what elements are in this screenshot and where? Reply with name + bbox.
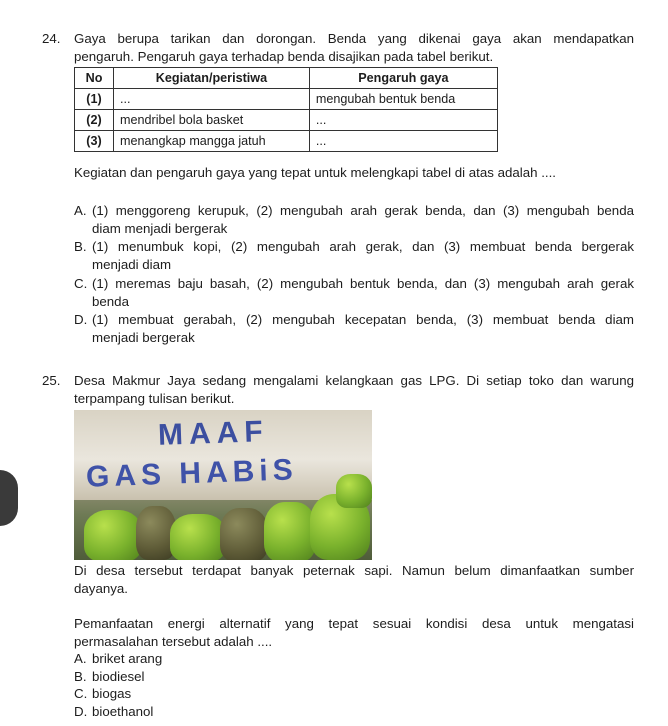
- table-row: [75, 131, 498, 152]
- question-25-paragraph-2: Pemanfaatan energi alternatif yang tepat sesuai kondisi desa untuk mengatasi: [74, 616, 634, 632]
- table-header: Kegiatan/peristiwa: [114, 68, 310, 89]
- option-a[interactable]: [74, 202, 634, 237]
- option-c-line-1: (1) meremas baju basah, (2) mengubah bentuk benda, dan (3) mengubah arah gerak: [92, 276, 634, 291]
- question-24-number: 24.: [42, 31, 61, 46]
- option-text: biodiesel: [92, 668, 145, 684]
- question-24-intro-2: pengaruh. Pengaruh gaya terhadap benda disajikan pada tabel berikut.: [74, 48, 494, 64]
- question-25-intro: Desa Makmur Jaya sedang mengalami kelangkaan gas LPG. Di setiap toko dan warung: [74, 373, 634, 388]
- option-text: briket arang: [92, 651, 163, 667]
- table-header-row: [75, 68, 498, 89]
- lpg-tube-image: [264, 502, 316, 560]
- question-25-intro-2: terpampang tulisan berikut.: [74, 390, 235, 406]
- option-c[interactable]: [74, 275, 634, 310]
- table-cell: ...: [309, 131, 497, 152]
- option-b[interactable]: [74, 238, 634, 273]
- table-row: [75, 110, 498, 131]
- question-24-intro: Gaya berupa tarikan dan dorongan. Benda yang dikenai gaya akan mendapatkan: [74, 31, 634, 46]
- option-text: biogas: [92, 686, 132, 702]
- option-b[interactable]: [74, 668, 634, 686]
- question-25-paragraph-1b: dayanya.: [74, 580, 128, 596]
- question-24: [74, 30, 634, 182]
- option-text: [92, 311, 634, 346]
- option-text: [92, 238, 634, 273]
- table-cell: mendribel bola basket: [114, 110, 310, 131]
- question-25-number: 25.: [42, 373, 61, 388]
- option-d-line-1: (1) membuat gerabah, (2) mengubah kecepatan benda, (3) membuat benda diam: [92, 312, 634, 327]
- page-edge-shadow: [0, 470, 18, 526]
- option-letter: C.: [74, 276, 88, 291]
- table-header: No: [75, 68, 114, 89]
- option-text: [92, 202, 634, 237]
- table-cell: (2): [75, 110, 114, 131]
- question-25-options: [74, 650, 634, 720]
- option-letter: C.: [74, 686, 88, 702]
- sign-text-gas-habis: GAS HABiS: [85, 453, 299, 494]
- table-cell: menangkap mangga jatuh: [114, 131, 310, 152]
- option-text: [92, 275, 634, 310]
- question-25: [74, 372, 634, 720]
- lpg-tube-image: [336, 474, 372, 508]
- option-b-line-2: menjadi diam: [92, 256, 172, 272]
- force-table: [74, 67, 498, 152]
- question-25-paragraph-2b: permasalahan tersebut adalah ....: [74, 633, 273, 649]
- option-letter: B.: [74, 668, 87, 684]
- question-24-prompt: Kegiatan dan pengaruh gaya yang tepat untuk melengkapi tabel di atas adalah ....: [74, 165, 556, 181]
- lpg-tube-image: [84, 510, 142, 560]
- table-header: Pengaruh gaya: [309, 68, 497, 89]
- option-letter: A.: [74, 203, 87, 218]
- option-a[interactable]: [74, 650, 634, 668]
- option-c[interactable]: [74, 685, 634, 703]
- option-a-line-1: (1) menggoreng kerupuk, (2) mengubah arah gerak benda, dan (3) mengubah benda: [92, 203, 634, 218]
- option-b-line-1: (1) menumbuk kopi, (2) mengubah arah gerak, dan (3) membuat benda bergerak: [92, 239, 634, 254]
- option-c-line-2: benda: [92, 293, 129, 309]
- option-letter: D.: [74, 703, 88, 719]
- option-a-line-2: diam menjadi bergerak: [92, 220, 228, 236]
- option-letter: D.: [74, 312, 88, 327]
- option-d[interactable]: [74, 703, 634, 721]
- table-cell: mengubah bentuk benda: [309, 89, 497, 110]
- table-cell: (1): [75, 89, 114, 110]
- table-cell: ...: [114, 89, 310, 110]
- question-25-paragraph-1: Di desa tersebut terdapat banyak peternak sapi. Namun belum dimanfaatkan sumber: [74, 563, 634, 579]
- option-d[interactable]: [74, 311, 634, 346]
- table-row: [75, 89, 498, 110]
- lpg-tube-image: [220, 508, 268, 560]
- sign-text-maaf: MAAF: [157, 415, 270, 453]
- option-letter: A.: [74, 651, 87, 667]
- option-letter: B.: [74, 239, 87, 254]
- option-d-line-2: menjadi bergerak: [92, 329, 195, 345]
- option-text: bioethanol: [92, 703, 154, 719]
- table-cell: (3): [75, 131, 114, 152]
- table-cell: ...: [309, 110, 497, 131]
- gas-habis-photo: [74, 410, 372, 560]
- lpg-tube-image: [170, 514, 226, 560]
